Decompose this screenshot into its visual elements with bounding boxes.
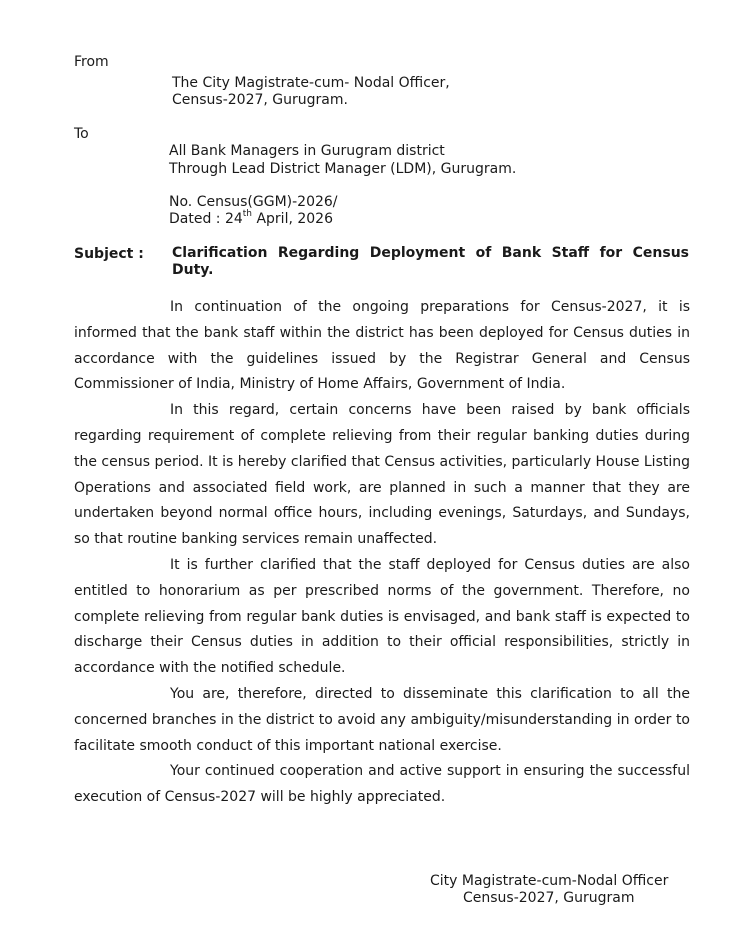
- signature-office: Census-2027, Gurugram: [463, 890, 635, 906]
- letter-body: [74, 295, 690, 811]
- body-paragraph: In continuation of the ongoing preparations for Census-2027, it is informed that the bank staff within the district has been deployed for Census duties in accordance with the guidelines issued by the Registrar General and Census Commissioner of India, Ministry of Home Affairs, Government of India.: [74, 299, 690, 393]
- reference-number: No. Census(GGM)-2026/: [169, 194, 338, 210]
- date-prefix: Dated : 24: [169, 211, 243, 227]
- recipient-line: All Bank Managers in Gurugram district: [169, 143, 445, 159]
- date-month-year: April, 2026: [252, 211, 333, 227]
- recipient-via-line: Through Lead District Manager (LDM), Gurugram.: [169, 161, 517, 177]
- body-paragraph: Your continued cooperation and active support in ensuring the successful execution of Census-2027 will be highly appreciated.: [74, 763, 690, 806]
- subject-text: Clarification Regarding Deployment of Bank Staff for Census Duty.: [172, 245, 689, 278]
- subject-label: Subject :: [74, 246, 144, 262]
- body-paragraph: It is further clarified that the staff deployed for Census duties are also entitled to honorarium as per prescribed norms of the government. Therefore, no complete relieving from regular bank duties is envisaged, and bank staff is expected to discharge their Census duties in addition to their official responsibilities, strictly in accordance with the notified schedule.: [74, 556, 690, 677]
- letter-date: [169, 210, 333, 228]
- body-paragraph: In this regard, certain concerns have been raised by bank officials regarding requirement of complete relieving from their regular banking duties during the census period. It is hereby clarified that Census activities, particularly House Listing Operations and associated field work, are planned in such a manner that they are undertaken beyond normal office hours, including evenings, Saturdays, and Sundays, so that routine banking services remain unaffected.: [74, 402, 691, 548]
- sender-office: Census-2027, Gurugram.: [172, 92, 348, 108]
- signature-designation: City Magistrate-cum-Nodal Officer: [430, 873, 669, 889]
- date-ordinal-suffix: th: [242, 209, 253, 220]
- to-label: To: [74, 126, 89, 142]
- from-label: From: [74, 54, 109, 70]
- body-paragraph: You are, therefore, directed to disseminate this clarification to all the concerned branches in the district to avoid any ambiguity/misunderstanding in order to facilitate smooth conduct of this important national exercise.: [74, 685, 690, 754]
- sender-designation: The City Magistrate-cum- Nodal Officer,: [172, 75, 450, 91]
